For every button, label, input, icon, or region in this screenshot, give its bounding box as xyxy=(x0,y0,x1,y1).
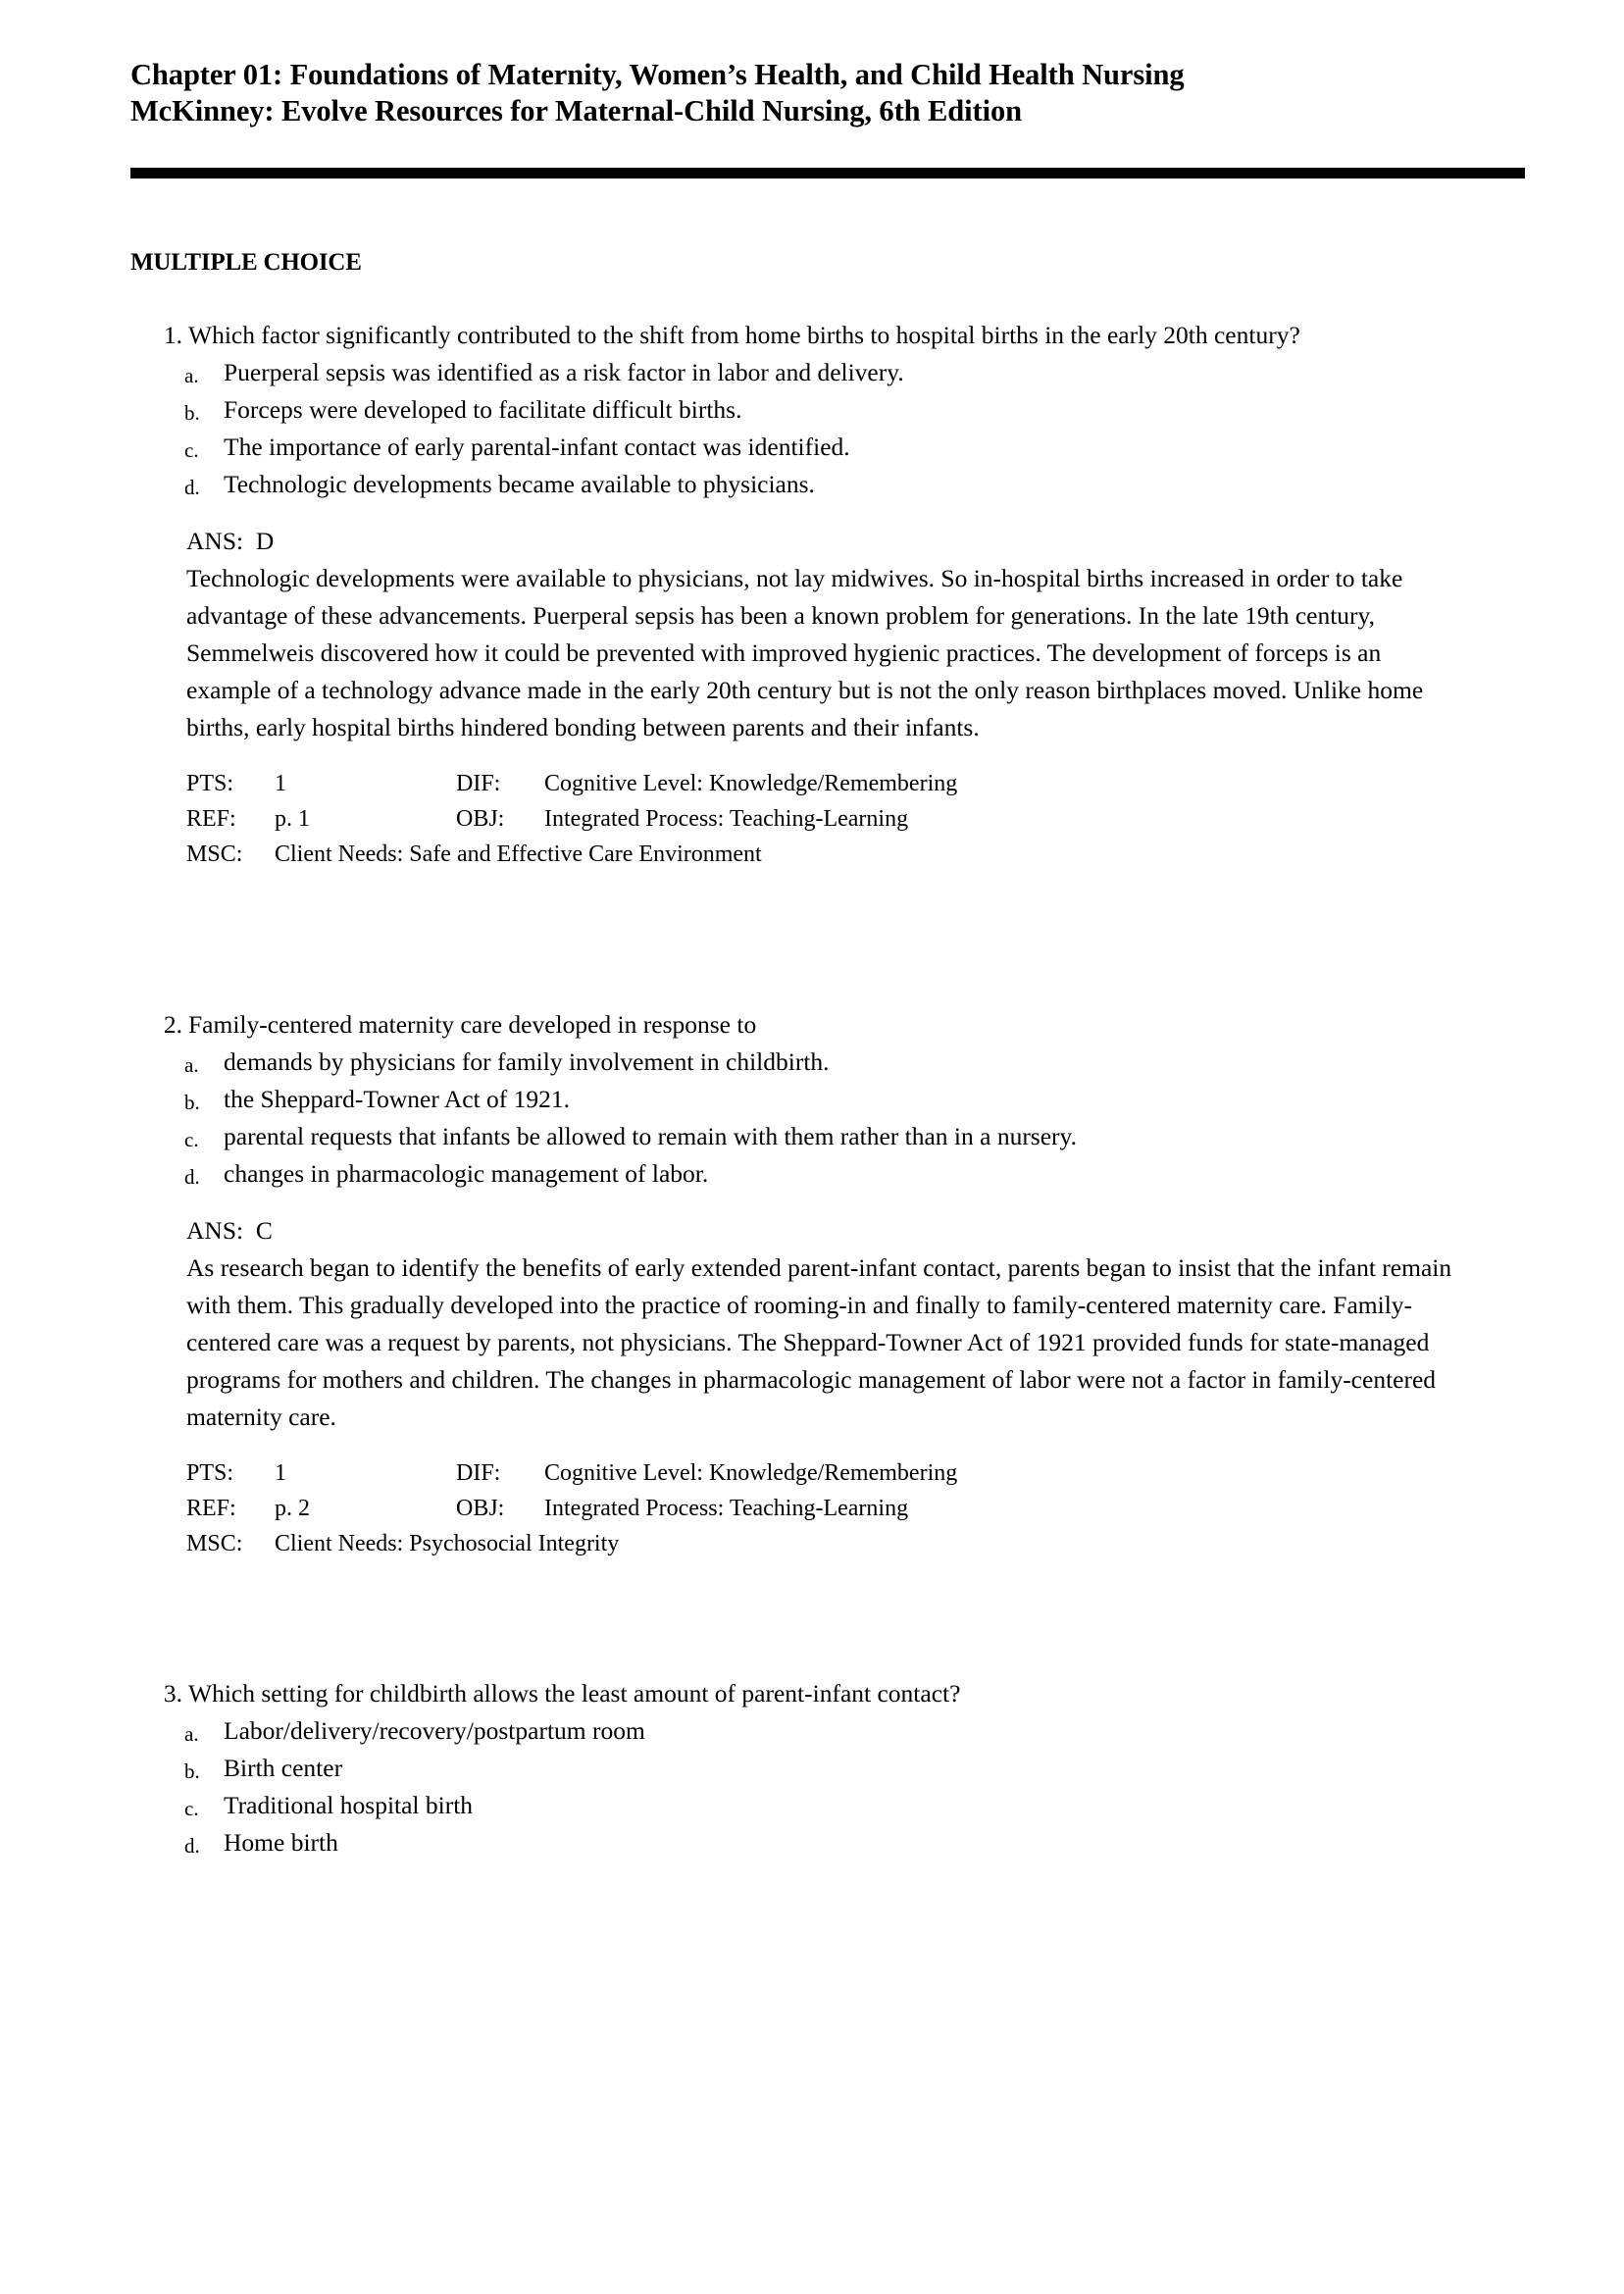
option-1c[interactable] xyxy=(0,429,1624,466)
metadata-row-pts-dif-2 xyxy=(186,1455,1624,1491)
metadata-value-dif-2: Cognitive Level: Knowledge/Remembering xyxy=(544,1460,958,1486)
option-text-3d: Home birth xyxy=(224,1828,338,1857)
option-text-2a: demands by physicians for family involvement in childbirth. xyxy=(224,1047,830,1076)
option-3a[interactable] xyxy=(0,1712,1624,1750)
spacer xyxy=(0,1436,1624,1455)
header-chapter-title: Chapter 01: Foundations of Maternity, Women’s Health, and Child Health Nursing xyxy=(130,58,1185,91)
metadata-row-pts-dif-1 xyxy=(186,766,1624,801)
rationale-1: Technologic developments were available to physicians, not lay midwives. So in-hospital births increased in order to take advantage of these advancements. Puerperal sepsis has been a known problem for generations. In the late 19th century, Semmelweis discovered how it could be prevented with improved hygienic practices. The development of forceps is an example of a technology advance made in the early 20th century but is not the only reason birthplaces moved. Unlike home births, early hospital births hindered bonding between parents and their infants. xyxy=(186,564,1424,741)
header-divider-rule xyxy=(130,168,1525,178)
section-heading-multiple-choice: MULTIPLE CHOICE xyxy=(130,249,362,276)
metadata-1 xyxy=(0,766,1624,872)
option-letter-3c: c. xyxy=(184,1797,199,1820)
metadata-label-obj-1: OBJ: xyxy=(456,806,505,832)
option-3b[interactable] xyxy=(0,1750,1624,1787)
option-list-1 xyxy=(0,354,1624,503)
spacer xyxy=(0,1193,1624,1212)
option-text-2c: parental requests that infants be allowed to remain with them rather than in a nursery. xyxy=(224,1122,1078,1150)
option-letter-1b: b. xyxy=(184,401,200,425)
question-stem-2 xyxy=(0,1006,1624,1044)
option-2b[interactable] xyxy=(0,1081,1624,1118)
option-list-3 xyxy=(0,1712,1624,1861)
option-1d[interactable] xyxy=(0,466,1624,503)
metadata-row-ref-obj-1 xyxy=(186,801,1624,837)
option-text-2b: the Sheppard-Towner Act of 1921. xyxy=(224,1085,571,1113)
metadata-row-msc-2 xyxy=(186,1526,1624,1561)
metadata-row-ref-obj-2 xyxy=(186,1491,1624,1526)
option-2d[interactable] xyxy=(0,1155,1624,1193)
metadata-value-pts-1: 1 xyxy=(275,771,286,796)
metadata-value-obj-1: Integrated Process: Teaching-Learning xyxy=(544,806,909,832)
metadata-value-obj-2: Integrated Process: Teaching-Learning xyxy=(544,1496,909,1521)
option-text-1b: Forceps were developed to facilitate difficult births. xyxy=(224,395,742,424)
spacer xyxy=(0,503,1624,523)
metadata-value-dif-1: Cognitive Level: Knowledge/Remembering xyxy=(544,771,958,796)
answer-line-1: ANS: D xyxy=(186,527,275,555)
option-3d[interactable] xyxy=(0,1824,1624,1861)
option-text-3c: Traditional hospital birth xyxy=(224,1791,474,1819)
question-text-2: Family-centered maternity care developed in response to xyxy=(188,1010,757,1039)
question-stem-1 xyxy=(0,317,1624,354)
option-text-1a: Puerperal sepsis was identified as a risk factor in labor and delivery. xyxy=(224,358,904,386)
question-stem-3 xyxy=(0,1675,1624,1712)
option-list-2 xyxy=(0,1044,1624,1193)
answer-line-2: ANS: C xyxy=(186,1216,273,1245)
option-letter-1a: a. xyxy=(184,364,199,387)
metadata-value-ref-1: p. 1 xyxy=(275,806,310,832)
spacer xyxy=(0,746,1624,766)
option-text-3a: Labor/delivery/recovery/postpartum room xyxy=(224,1716,645,1745)
metadata-row-msc-1 xyxy=(186,837,1624,872)
option-text-1c: The importance of early parental-infant contact was identified. xyxy=(224,433,850,461)
option-letter-3a: a. xyxy=(184,1722,199,1746)
question-text-3: Which setting for childbirth allows the least amount of parent-infant contact? xyxy=(188,1679,961,1708)
option-letter-2b: b. xyxy=(184,1091,200,1114)
question-number-1: 1. xyxy=(163,321,182,349)
metadata-label-msc-2: MSC: xyxy=(186,1531,243,1556)
option-1b[interactable] xyxy=(0,391,1624,429)
option-text-2d: changes in pharmacologic management of labor. xyxy=(224,1159,709,1188)
option-letter-3b: b. xyxy=(184,1759,200,1783)
option-2c[interactable] xyxy=(0,1118,1624,1155)
option-text-3b: Birth center xyxy=(224,1754,343,1782)
metadata-label-obj-2: OBJ: xyxy=(456,1496,505,1521)
option-letter-2c: c. xyxy=(184,1128,199,1151)
metadata-label-dif-1: DIF: xyxy=(456,771,501,796)
question-block-2 xyxy=(0,1006,1624,1561)
option-letter-2a: a. xyxy=(184,1053,199,1077)
document-header xyxy=(130,57,1528,129)
question-block-3 xyxy=(0,1675,1624,1861)
metadata-value-msc-2: Client Needs: Psychosocial Integrity xyxy=(275,1531,620,1556)
rationale-2: As research began to identify the benefits of early extended parent-infant contact, parents began to insist that the infant remain with them. This gradually developed into the practice of rooming-in and finally to family-centered maternity care. Family-centered care was a request by parents, not physicians. The Sheppard-Towner Act of 1921 provided funds for state-managed programs for mothers and children. The changes in pharmacologic management of labor were not a factor in family-centered maternity care. xyxy=(186,1253,1452,1431)
metadata-value-ref-2: p. 2 xyxy=(275,1496,310,1521)
header-book-title: McKinney: Evolve Resources for Maternal-Child Nursing, 6th Edition xyxy=(130,94,1022,127)
metadata-value-pts-2: 1 xyxy=(275,1460,286,1486)
metadata-label-ref-1: REF: xyxy=(186,806,236,832)
option-letter-1d: d. xyxy=(184,476,200,499)
question-text-1: Which factor significantly contributed to the shift from home births to hospital births in the early 20th century? xyxy=(188,321,1300,349)
option-1a[interactable] xyxy=(0,354,1624,391)
question-number-2: 2. xyxy=(163,1010,182,1039)
metadata-label-dif-2: DIF: xyxy=(456,1460,501,1486)
option-letter-2d: d. xyxy=(184,1165,200,1189)
question-block-1 xyxy=(0,317,1624,872)
option-3c[interactable] xyxy=(0,1787,1624,1824)
metadata-label-msc-1: MSC: xyxy=(186,841,243,867)
option-letter-1c: c. xyxy=(184,438,199,462)
option-text-1d: Technologic developments became available to physicians. xyxy=(224,470,815,498)
metadata-2 xyxy=(0,1455,1624,1561)
metadata-label-ref-2: REF: xyxy=(186,1496,236,1521)
metadata-label-pts-1: PTS: xyxy=(186,771,234,796)
question-number-3: 3. xyxy=(163,1679,182,1708)
option-2a[interactable] xyxy=(0,1044,1624,1081)
option-letter-3d: d. xyxy=(184,1834,200,1858)
metadata-value-msc-1: Client Needs: Safe and Effective Care Environment xyxy=(275,841,762,867)
metadata-label-pts-2: PTS: xyxy=(186,1460,234,1486)
